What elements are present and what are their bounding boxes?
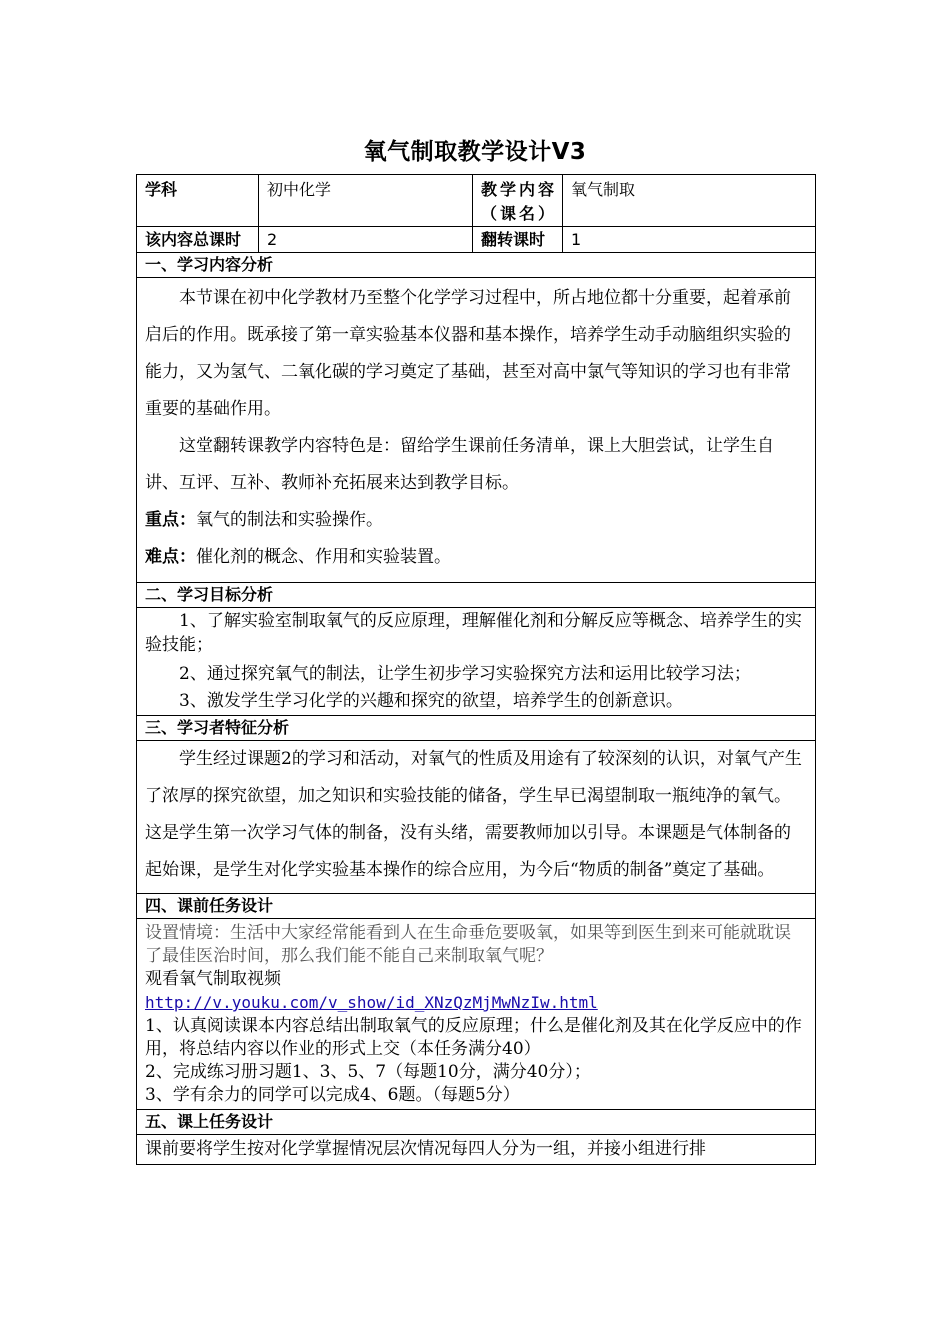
goal-2: 2、通过探究氧气的制法，让学生初步学习实验探究方法和运用比较学习法； xyxy=(179,664,751,684)
total-hours-label: 该内容总课时 xyxy=(137,227,259,253)
flip-hours-label: 翻转课时 xyxy=(473,227,563,253)
section-3-heading: 三、学习者特征分析 xyxy=(137,716,816,741)
key-point xyxy=(145,502,807,539)
task-1: 1、认真阅读课本内容总结出制取氧气的反应原理；什么是催化剂及其在化学反应中的作用，将总结内容以作业的形式上交（本任务满分40） xyxy=(145,1016,802,1059)
task-2: 2、完成练习册习题1、3、5、7（每题10分，满分40分）； xyxy=(145,1062,591,1082)
section-2-heading: 二、学习目标分析 xyxy=(137,583,816,608)
section-3-paragraph: 学生经过课题2的学习和活动，对氧气的性质及用途有了较深刻的认识，对氧气产生了浓厚的探究欲望，加之知识和实验技能的储备，学生早已渴望制取一瓶纯净的氧气。这是学生第一次学习气体的制备，没有头绪，需要教师加以引导。本课题是气体制备的起始课，是学生对化学实验基本操作的综合应用，为今后“物质的制备”奠定了基础。 xyxy=(145,749,802,880)
section-1-paragraph-2: 这堂翻转课教学内容特色是：留给学生课前任务清单，课上大胆尝试，让学生自讲、互评、互补、教师补充拓展来达到教学目标。 xyxy=(145,436,774,493)
section-3-header xyxy=(137,716,816,741)
content-value: 氧气制取 xyxy=(563,175,816,227)
section-1-header xyxy=(137,253,816,278)
video-link[interactable]: http://v.youku.com/v_show/id_XNzQzMjMwNzIw.html xyxy=(145,993,598,1012)
flip-hours-value: 1 xyxy=(563,227,816,253)
subject-value: 初中化学 xyxy=(259,175,473,227)
difficult-point-label: 难点： xyxy=(145,547,196,567)
section-1-body xyxy=(137,278,816,583)
lesson-plan-table xyxy=(136,174,816,1165)
section-5-heading: 五、课上任务设计 xyxy=(137,1110,816,1135)
key-point-text: 氧气的制法和实验操作。 xyxy=(196,510,383,530)
key-point-label: 重点： xyxy=(145,510,196,530)
section-5-body xyxy=(137,1135,816,1165)
total-hours-value: 2 xyxy=(259,227,473,253)
info-row-hours xyxy=(137,227,816,253)
difficult-point xyxy=(145,539,807,576)
document-title: 氧气制取教学设计V3 xyxy=(363,139,587,165)
section-4-header xyxy=(137,894,816,919)
section-1-heading: 一、学习内容分析 xyxy=(137,253,816,278)
video-link-line xyxy=(145,991,807,1015)
section-5-header xyxy=(137,1110,816,1135)
section-4-body xyxy=(137,919,816,1110)
watch-video-text: 观看氧气制取视频 xyxy=(145,969,281,989)
section-2-body xyxy=(137,608,816,716)
task-3: 3、学有余力的同学可以完成4、6题。（每题5分） xyxy=(145,1085,520,1105)
info-row-subject xyxy=(137,175,816,227)
section-3-body xyxy=(137,741,816,894)
section-1-paragraph-1: 本节课在初中化学教材乃至整个化学学习过程中，所占地位都十分重要，起着承前启后的作用。既承接了第一章实验基本仪器和基本操作，培养学生动手动脑组织实验的能力，又为氢气、二氧化碳的学习奠定了基础，甚至对高中氯气等知识的学习也有非常重要的基础作用。 xyxy=(145,288,791,419)
scenario-text: 设置情境：生活中大家经常能看到人在生命垂危要吸氧，如果等到医生到来可能就耽误了最佳医治时间，那么我们能不能自己来制取氧气呢？ xyxy=(145,923,791,966)
goal-3: 3、激发学生学习化学的兴趣和探究的欲望，培养学生的创新意识。 xyxy=(179,691,683,711)
difficult-point-text: 催化剂的概念、作用和实验装置。 xyxy=(196,547,451,567)
content-label: 教学内容（课名） xyxy=(473,175,563,227)
section-4-heading: 四、课前任务设计 xyxy=(137,894,816,919)
section-2-header xyxy=(137,583,816,608)
subject-label: 学科 xyxy=(137,175,259,227)
section-5-paragraph: 课前要将学生按对化学掌握情况层次情况每四人分为一组，并接小组进行排 xyxy=(145,1139,706,1159)
goal-1: 1、了解实验室制取氧气的反应原理，理解催化剂和分解反应等概念、培养学生的实验技能； xyxy=(145,611,802,655)
